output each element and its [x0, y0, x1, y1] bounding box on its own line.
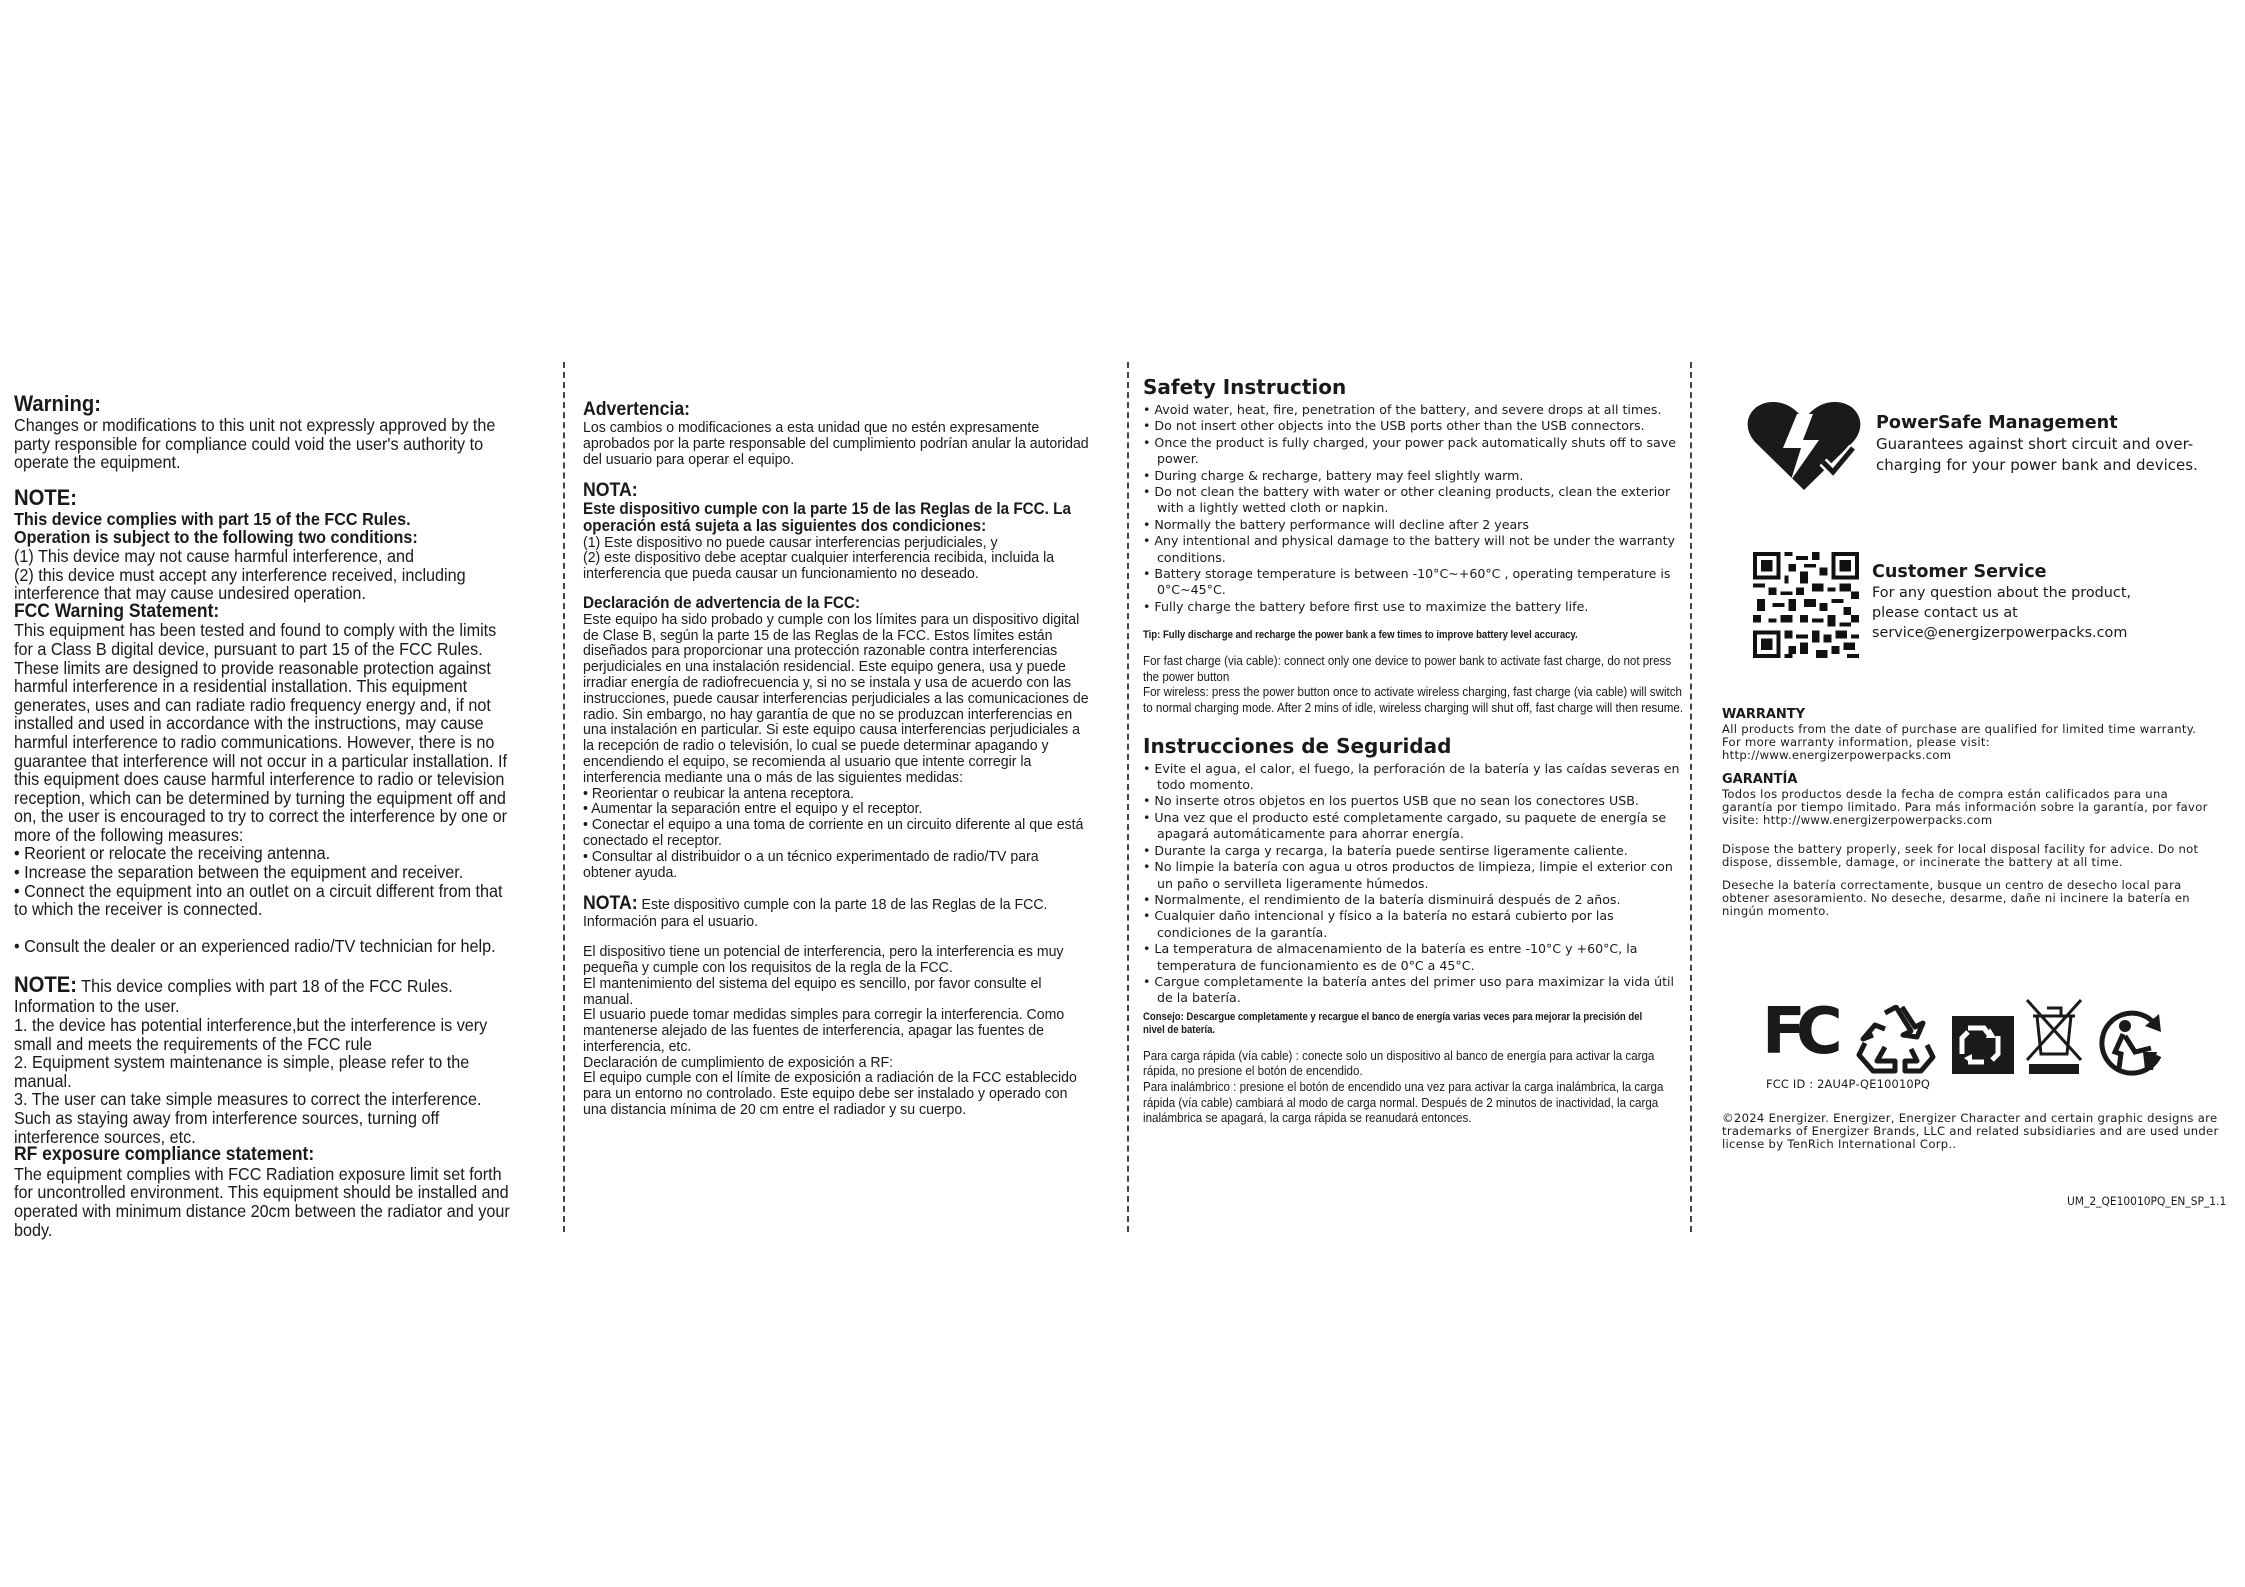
- copyright-text: ©2024 Energizer. Energizer, Energizer Character and certain graphic designs are trademarks of Energizer Brands, LLC and related subsidiaries and are used under license by TenRich International Corp..: [1722, 1111, 2219, 1151]
- consejo-text: Consejo: Descargue completamente y recargue el banco de energía varias veces para mejorar la precisión del nivel de batería.: [1143, 1010, 1643, 1036]
- measure: • Connect the equipment into an outlet on a circuit different from that to which the receiver is connected.: [14, 880, 503, 920]
- copyright-block: [1722, 1112, 2238, 1151]
- condition: (2) this device must accept any interference received, including interference that may cause undesired operation.: [14, 564, 466, 604]
- warning-text: Los cambios o modificaciones a esta unidad que no estén expresamente aprobados por la parte responsable del cumplimiento podrían anular la autoridad del usuario para operar el equipo.: [583, 419, 1089, 468]
- wireless-text: For wireless: press the power button once to activate wireless charging, fast charge (via cable) will switch to normal charging mode. After 2 mins of idle, wireless charging will shut off, fast charge will then resume.: [1143, 685, 1684, 716]
- warranty-text: All products from the date of purchase are qualified for limited time warranty. For more warranty information, please visit: http://www.energizerpowerpacks.com: [1722, 722, 2197, 762]
- measure: • Consultar al distribuidor o a un técnico experimentado de radio/TV para obtener ayuda.: [583, 847, 1039, 881]
- garantia-text: Todos los productos desde la fecha de compra están calificados para una garantía por tiempo limitado. Para más información sobre la garantía, por favor visite: http://www.energizerpowerpacks.com: [1722, 787, 2208, 827]
- note-line: Este dispositivo cumple con la parte 15 de las Reglas de la FCC. La operación está sujeta a las siguientes dos condiciones:: [583, 500, 1071, 535]
- powersafe-block: [1876, 412, 2216, 476]
- customer-service-title: Customer Service: [1872, 562, 2047, 582]
- carga-rapida-text: Para carga rápida (vía cable) : conecte solo un dispositivo al banco de energía para activar la carga rápida, no presione el botón de encendido.: [1143, 1048, 1655, 1079]
- condition: (1) Este dispositivo no puede causar interferencias perjudiciales, y: [583, 533, 998, 551]
- note2-text: This device complies with part 18 of the FCC Rules.: [76, 976, 453, 997]
- safety-heading: Safety Instruction: [1143, 375, 1347, 399]
- seguridad-item: • No limpie la batería con agua u otros productos de limpieza, limpie el exterior con un paño o servilleta ligeramente húmedos.: [1143, 859, 1673, 891]
- warning-heading: Warning:: [14, 391, 101, 416]
- dispose-text: Dispose the battery properly, seek for local disposal facility for advice. Do not dispose, dissemble, damage, or incinerate the battery at all time.: [1722, 842, 2199, 869]
- safety-item: • Normally the battery performance will decline after 2 years: [1143, 516, 1529, 532]
- note-line: Operation is subject to the following two conditions:: [14, 527, 418, 548]
- condition: (2) este dispositivo debe aceptar cualquier interferencia recibida, incluida la interferencia que pueda causar un funcionamiento no deseado.: [583, 549, 1055, 583]
- seguridad-item: • No inserte otros objetos en los puertos USB que no sean los conectores USB.: [1143, 793, 1639, 809]
- safety-item: • Do not clean the battery with water or other cleaning products, clean the exterior with a lightly wetted cloth or napkin.: [1143, 484, 1671, 516]
- safety-item: • Battery storage temperature is between -10°C~+60°C , operating temperature is 0°C~45°C.: [1143, 566, 1671, 598]
- fcc-statement-heading: FCC Warning Statement:: [14, 600, 220, 622]
- tip-text: Tip: Fully discharge and recharge the power bank a few times to improve battery level accuracy.: [1143, 629, 1578, 642]
- warning-heading: Advertencia:: [583, 399, 691, 420]
- paragraph: El dispositivo tiene un potencial de interferencia, pero la interferencia es muy pequeña y cumple con los requisitos de la regla de la FCC.: [583, 943, 1064, 976]
- seguridad-item: • Evite el agua, el calor, el fuego, la perforación de la batería y las caídas severas en todo momento.: [1143, 760, 1680, 793]
- seguridad-heading: Instrucciones de Seguridad: [1143, 733, 1452, 758]
- rf-text: El equipo cumple con el límite de exposición a radiación de la FCC establecido para un entorno no controlado. Este equipo debe ser instalado y operado con una distancia mínima de 20 cm entre el radiador y su cuerpo.: [583, 1069, 1077, 1119]
- fcc-statement-text: This equipment has been tested and found to comply with the limits for a Class B digital device, pursuant to part 15 of the FCC Rules. These limits are designed to provide reasonable protection against harmful interference in a residential installation. This equipment generates, uses and can radiate radio frequency energy and, if not installed and used in accordance with the instructions, may cause harmful interference to radio communications. However, there is no guarantee that interference will not occur in a particular installation. If this equipment does cause harmful interference to radio or television reception, which can be determined by turning the equipment off and on, the user is encouraged to try to correct the interference by one or more of the following measures:: [14, 620, 508, 845]
- rf-text: The equipment complies with FCC Radiation exposure limit set forth for uncontrolled environment. This equipment should be installed and operated with minimum distance 20cm between the radiator and your body.: [14, 1163, 510, 1240]
- customer-service-block: [1872, 561, 2212, 643]
- seguridad-item: • Una vez que el producto esté completamente cargado, su paquete de energía se apagará automáticamente para ahorrar energía.: [1143, 809, 1667, 842]
- fcc-logo: FC: [1762, 995, 1833, 1069]
- document-code: UM_2_QE10010PQ_EN_SP_1.1: [2067, 1194, 2227, 1208]
- numbered-item: 2. Equipment system maintenance is simple, please refer to the manual.: [14, 1052, 470, 1091]
- note2-heading: NOTA:: [583, 893, 638, 915]
- customer-service-text: please contact us at: [1872, 605, 2018, 621]
- battery-recycle-icon: [1950, 1014, 2016, 1076]
- inalambrico-text: Para inalámbrico : presione el botón de encendido una vez para activar la carga inalámbrica, la carga rápida (vía cable) cambiará al modo de carga normal. Después de 2 minutos de inactividad, la carga inalámbrica se apagará, la carga rápida se reanudará entonces.: [1143, 1079, 1664, 1126]
- measure: • Reorient or relocate the receiving antenna.: [14, 843, 331, 864]
- paragraph: El mantenimiento del sistema del equipo es sencillo, por favor consulte el manual.: [583, 974, 1042, 1008]
- measure: • Conectar el equipo a una toma de corriente en un circuito diferente al que está conectado el receptor.: [583, 816, 1084, 849]
- fcc-statement-text: Este equipo ha sido probado y cumple con los límites para un dispositivo digital de Clase B, según la parte 15 de las Reglas de la FCC. Estos límites están diseñados para proporcionar una protección razonable contra interferencias perjudiciales en una instalación residencial. Este equipo genera, usa y puede irradiar energía de radiofrecuencia y, si no se instala y usa de acuerdo con las instrucciones, puede causar interferencias perjudiciales a las comunicaciones de radio. Sin embargo, no hay garantía de que no se produzcan interferencias en una instalación en particular. Si este equipo causa interferencias perjudiciales a la recepción de radio o televisión, lo cual se puede determinar apagando y encendiendo el equipo, se recomienda al usuario que intente corregir la interferencia mediante una o más de las siguientes medidas:: [583, 610, 1089, 786]
- seguridad-item: • Durante la carga y recarga, la batería puede sentirse ligeramente caliente.: [1143, 842, 1628, 858]
- heart-bolt-icon: [1745, 400, 1863, 492]
- desecho-text: Deseche la batería correctamente, busque un centro de desecho local para obtener asesoramiento. No deseche, desarme, dañe ni incinere la batería en ningún momento.: [1722, 878, 2190, 918]
- paragraph: El usuario puede tomar medidas simples para corregir la interferencia. Como mantenerse alejado de las fuentes de interferencia, apagar las fuentes de interferencia, etc.: [583, 1006, 1065, 1055]
- measure: • Increase the separation between the equipment and receiver.: [14, 862, 464, 883]
- note2-info: Información para el usuario.: [583, 913, 759, 931]
- customer-service-email[interactable]: service@energizerpowerpacks.com: [1872, 625, 2128, 641]
- seguridad-item: • La temperatura de almacenamiento de la batería es entre -10°C y +60°C, la temperatura de funcionamiento es de 0°C a 45°C.: [1143, 941, 1638, 973]
- safety-item: • Fully charge the battery before first use to maximize the battery life.: [1143, 598, 1589, 614]
- warning-text: Changes or modifications to this unit not expressly approved by the party responsible for compliance could void the user's authority to operate the equipment.: [14, 415, 496, 473]
- note-line: This device complies with part 15 of the FCC Rules.: [14, 508, 411, 529]
- warranty-title: WARRANTY: [1722, 707, 1806, 722]
- rf-heading: Declaración de cumplimiento de exposición a RF:: [583, 1053, 894, 1071]
- powersafe-title: PowerSafe Management: [1876, 413, 2118, 433]
- numbered-item: 1. the device has potential interference,but the interference is very small and meets the requirements of the FCC rule: [14, 1015, 488, 1054]
- note2-info: Information to the user.: [14, 996, 180, 1017]
- seguridad-item: • Cualquier daño intencional y físico a la batería no estará cubierto por las condiciones de la garantía.: [1143, 908, 1614, 940]
- measure: • Consult the dealer or an experienced radio/TV technician for help.: [14, 935, 496, 956]
- weee-bin-icon: [2023, 996, 2085, 1076]
- fast-charge-text: For fast charge (via cable): connect only one device to power bank to activate fast charge, do not press the power button: [1143, 654, 1672, 684]
- note2-text: Este dispositivo cumple con la parte 18 de las Reglas de la FCC.: [637, 896, 1048, 914]
- powersafe-text: Guarantees against short circuit and over-charging for your power bank and devices.: [1876, 435, 2198, 474]
- safety-item: • Any intentional and physical damage to the battery will not be under the warranty conditions.: [1143, 533, 1676, 565]
- note-heading: NOTE:: [14, 484, 77, 510]
- note2-heading: NOTE:: [14, 972, 77, 998]
- fcc-statement-heading: Declaración de advertencia de la FCC:: [583, 593, 861, 612]
- tidyman-recycle-icon: [2095, 1008, 2169, 1078]
- numbered-item: 3. The user can take simple measures to correct the interference. Such as staying away from interference sources, turning off interference sources, etc.: [14, 1089, 482, 1147]
- recycle-icon: [1855, 1005, 1937, 1075]
- seguridad-item: • Cargue completamente la batería antes del primer uso para maximizar la vida útil de la batería.: [1143, 973, 1675, 1006]
- safety-item: • Once the product is fully charged, your power pack automatically shuts off to save power.: [1143, 434, 1676, 467]
- measure: • Aumentar la separación entre el equipo y el receptor.: [583, 800, 923, 818]
- customer-service-text: For any question about the product,: [1872, 585, 2132, 601]
- condition: (1) This device may not cause harmful interference, and: [14, 545, 415, 566]
- note-heading: NOTA:: [583, 480, 638, 502]
- safety-item: • Do not insert other objects into the USB ports other than the USB connectors.: [1143, 418, 1645, 434]
- qr-code: [1752, 552, 1860, 658]
- fcc-id: FCC ID : 2AU4P-QE10010PQ: [1766, 1077, 1931, 1091]
- safety-item: • Avoid water, heat, fire, penetration of the battery, and severe drops at all times.: [1143, 402, 1662, 417]
- measure: • Reorientar o reubicar la antena receptora.: [583, 784, 855, 802]
- safety-item: • During charge & recharge, battery may feel slightly warm.: [1143, 467, 1524, 483]
- garantia-title: GARANTÍA: [1722, 772, 1798, 787]
- warranty-block: [1722, 707, 2212, 918]
- seguridad-item: • Normalmente, el rendimiento de la batería disminuirá después de 2 años.: [1143, 891, 1621, 907]
- rf-heading: RF exposure compliance statement:: [14, 1144, 315, 1166]
